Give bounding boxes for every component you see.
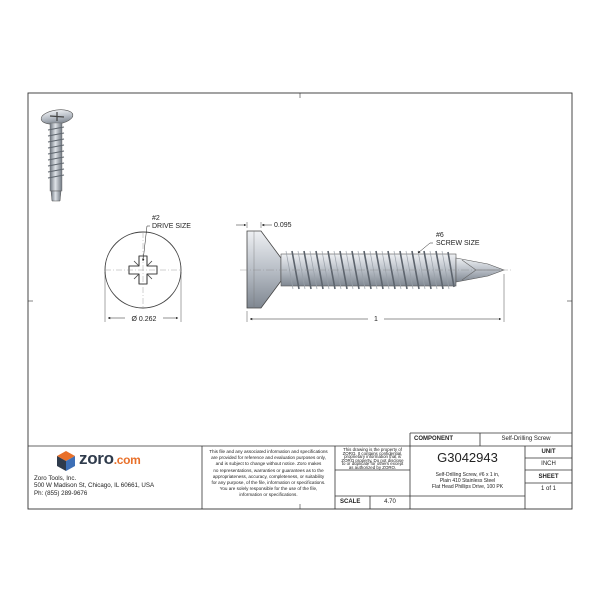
diameter-dimension: Ø 0.262 — [131, 316, 157, 323]
sheet-border — [28, 93, 572, 509]
logo-name: zoro — [79, 449, 114, 468]
description-line: Flat Head Phillips Drive, 100 PK — [431, 484, 504, 490]
component-label: COMPONENT — [414, 436, 453, 442]
description-line: Self-Drilling Screw, #6 x 1 in, — [435, 472, 500, 478]
screw-size-text: SCREW SIZE — [436, 240, 480, 247]
property-line: ZORO property. Do not disclose — [341, 457, 404, 463]
disclaimer-line: are provided for reference and evaluation purposes only, — [211, 455, 326, 461]
property-line: This drawing is the property of — [343, 447, 402, 452]
disclaimer-line: appropriateness, accuracy, completeness, or suitability — [212, 473, 325, 479]
drive-size-text: DRIVE SIZE — [152, 223, 191, 230]
disclaimer-line: for any purpose, of the file, information or specifications. — [211, 480, 326, 486]
disclaimer-line: You are solely responsible for the use of the file, — [219, 486, 318, 492]
part-description — [410, 472, 525, 490]
zoro-logo-icon — [57, 451, 75, 471]
zoro-logo-wordmark — [79, 449, 141, 469]
scale-value: 4.70 — [384, 499, 396, 505]
head-height-dimension: 0.095 — [274, 222, 292, 229]
component-value: Self-Drilling Screw — [501, 436, 551, 442]
border-ticks — [28, 93, 572, 509]
head-view — [105, 226, 181, 322]
property-line: to or duplicate for others except — [341, 461, 404, 467]
sheet-label: SHEET — [538, 474, 559, 480]
disclaimer-line: no representations, warranties or guarantees as to the — [213, 467, 324, 473]
property-line: proprietary information that is — [344, 454, 401, 460]
part-number: G3042943 — [437, 450, 498, 465]
property-notice — [336, 448, 409, 470]
unit-label: UNIT — [541, 449, 556, 455]
scale-label: SCALE — [340, 499, 361, 505]
property-line: ZORO. It contains confidential, — [342, 450, 403, 456]
drive-size-number: #2 — [152, 215, 160, 222]
description-line: Plain 410 Stainless Steel — [439, 478, 496, 484]
company-info — [34, 475, 154, 497]
disclaimer-line: This file and any associated information and specifications — [209, 449, 328, 454]
sheet-value: 1 of 1 — [540, 486, 556, 492]
screw-head-side — [247, 231, 281, 308]
company-address: 500 W Madison St, Chicago, IL 60661, USA — [34, 482, 155, 490]
side-view-screw — [236, 222, 512, 322]
company-phone: Ph: (855) 289-9676 — [34, 489, 88, 497]
disclaimer-line: and is subject to change without notice. Zoro makes — [215, 461, 322, 467]
logo-suffix: .com — [113, 453, 141, 467]
iso-screw-shank — [50, 123, 62, 191]
company-name: Zoro Tools, Inc. — [34, 475, 77, 482]
unit-value: INCH — [541, 461, 556, 467]
property-line: as authorized by ZORO. — [348, 464, 397, 470]
screw-size-number: #6 — [436, 232, 444, 239]
iso-screw-view — [40, 108, 74, 201]
length-dimension: 1 — [374, 316, 378, 323]
disclaimer-text — [203, 449, 334, 499]
disclaimer-line: information or specifications. — [239, 492, 298, 498]
